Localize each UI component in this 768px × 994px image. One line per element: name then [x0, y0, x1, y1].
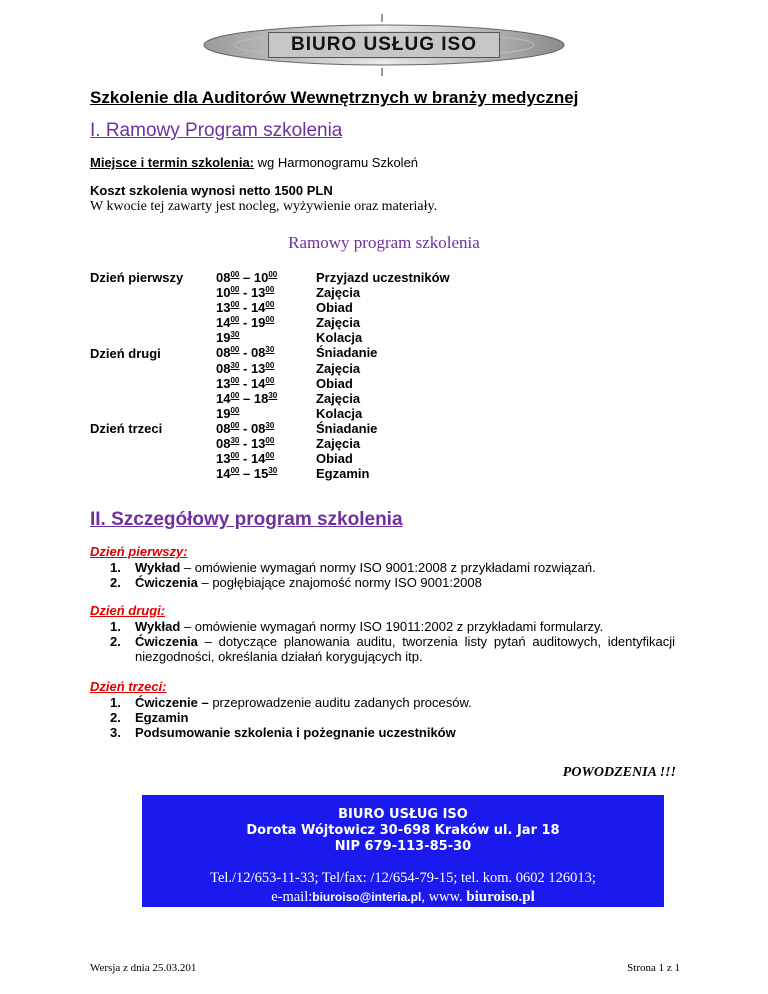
time-separator: - — [239, 300, 251, 316]
item-text: – pogłębiające znajomość normy ISO 9001:2008 — [197, 575, 482, 590]
day2-title: Dzień drugi: — [90, 603, 166, 618]
web-prefix: , www. — [421, 889, 467, 905]
start-hour: 08 — [216, 360, 231, 376]
end-hour: 13 — [250, 436, 266, 452]
start-minute: 00 — [230, 375, 240, 385]
time-separator: – — [239, 390, 254, 406]
day3-item — [110, 695, 675, 710]
schedule-time — [216, 330, 326, 345]
schedule-activity: Obiad — [316, 375, 353, 391]
start-hour: 14 — [216, 315, 231, 331]
day3-title: Dzień trzeci: — [90, 679, 167, 694]
day1-item — [110, 575, 675, 590]
start-hour: 13 — [216, 451, 231, 467]
day3-item — [110, 725, 675, 740]
included-line: W kwocie tej zawarty jest nocleg, wyżywienie oraz materiały. — [90, 199, 438, 214]
schedule-activity: Obiad — [316, 300, 353, 316]
schedule-activity: Śniadanie — [316, 420, 378, 436]
footer-version: Wersja z dnia 25.03.201 — [90, 962, 197, 974]
item-text: – omówienie wymagań normy ISO 9001:2008 z przykładami rozwiązań. — [180, 560, 596, 575]
item-bold: Podsumowanie szkolenia i pożegnanie uczestników — [135, 725, 456, 740]
item-number: 1. — [110, 560, 121, 575]
start-minute: 30 — [230, 436, 240, 446]
start-hour: 08 — [216, 436, 231, 452]
schedule-activity: Zajęcia — [316, 285, 361, 301]
end-hour: 13 — [250, 360, 266, 376]
start-minute: 30 — [230, 360, 240, 370]
schedule-activity: Przyjazd uczestników — [316, 270, 450, 285]
start-minute: 00 — [230, 451, 240, 461]
start-hour: 08 — [216, 270, 231, 285]
schedule-time — [216, 361, 326, 376]
day1-item — [110, 560, 675, 575]
time-separator: - — [239, 360, 251, 376]
day2-item — [110, 634, 675, 664]
start-hour: 08 — [216, 420, 231, 436]
end-minute: 00 — [268, 270, 278, 279]
closing-text: POWODZENIA !!! — [562, 765, 676, 780]
end-minute: 00 — [265, 300, 275, 310]
item-text: przeprowadzenie auditu zadanych procesów. — [208, 695, 472, 710]
section1-title: I. Ramowy Program szkolenia — [90, 120, 343, 141]
item-bold: Wykład — [135, 560, 181, 575]
activity-column — [316, 270, 516, 481]
start-minute: 30 — [230, 330, 240, 340]
start-hour: 13 — [216, 300, 231, 316]
contact-box — [142, 795, 664, 907]
item-number: 2. — [110, 575, 121, 590]
end-hour: 13 — [250, 285, 266, 301]
schedule-activity: Kolacja — [316, 330, 363, 346]
schedule-time — [216, 345, 326, 360]
end-minute: 00 — [265, 285, 275, 295]
contact-online — [142, 888, 664, 907]
start-hour: 19 — [216, 330, 231, 346]
day-label-first: Dzień pierwszy — [90, 270, 184, 285]
day1-title: Dzień pierwszy: — [90, 544, 188, 559]
time-column — [216, 270, 326, 481]
time-separator: - — [239, 420, 251, 436]
time-separator: - — [239, 315, 251, 331]
time-separator: – — [239, 270, 254, 285]
schedule-activity: Zajęcia — [316, 360, 361, 376]
end-hour: 14 — [250, 300, 266, 316]
item-bold: Wykład — [135, 619, 181, 634]
start-hour: 10 — [216, 285, 231, 301]
item-number: 1. — [110, 695, 121, 710]
schedule-time — [216, 391, 326, 406]
start-minute: 00 — [230, 300, 240, 310]
document-title: Szkolenie dla Auditorów Wewnętrznych w branży medycznej — [90, 88, 579, 107]
contact-address: Dorota Wójtowicz 30-698 Kraków ul. Jar 18 — [246, 823, 560, 838]
schedule-time — [216, 406, 326, 421]
logo-text: BIURO USŁUG ISO — [268, 32, 500, 58]
schedule-time — [216, 421, 326, 436]
end-minute: 00 — [265, 436, 275, 446]
end-minute: 00 — [265, 451, 275, 461]
contact-company: BIURO USŁUG ISO — [338, 807, 468, 822]
item-text: – dotyczące planowania auditu, tworzenia listy pytań auditowych, identyfikacji niezgodności, określania działań korygujących itp. — [135, 634, 675, 664]
start-minute: 00 — [230, 315, 240, 325]
start-minute: 00 — [230, 390, 240, 400]
end-minute: 30 — [268, 390, 278, 400]
time-separator: - — [239, 436, 251, 452]
end-hour: 15 — [253, 466, 269, 482]
item-bold: Ćwiczenie – — [135, 695, 209, 710]
schedule-time — [216, 300, 326, 315]
start-minute: 00 — [230, 270, 240, 279]
end-hour: 10 — [253, 270, 269, 285]
start-hour: 14 — [216, 466, 231, 482]
end-minute: 30 — [265, 420, 275, 430]
company-logo — [198, 14, 570, 76]
schedule-activity: Zajęcia — [316, 390, 361, 406]
item-number: 3. — [110, 725, 121, 740]
website-link[interactable]: biuroiso.pl — [466, 889, 535, 905]
start-minute: 00 — [230, 405, 240, 415]
start-hour: 08 — [216, 345, 231, 361]
schedule-time — [216, 285, 326, 300]
start-minute: 00 — [230, 345, 240, 355]
item-bold: Ćwiczenia — [135, 575, 198, 590]
start-minute: 00 — [230, 285, 240, 295]
schedule-time — [216, 270, 326, 285]
place-label: Miejsce i termin szkolenia: — [90, 155, 255, 170]
email-link[interactable]: biuroiso@interia.pl — [312, 890, 422, 904]
time-separator: - — [239, 345, 251, 361]
end-minute: 00 — [265, 375, 275, 385]
end-hour: 19 — [250, 315, 266, 331]
schedule-activity: Kolacja — [316, 405, 363, 421]
section2-title: II. Szczegółowy program szkolenia — [90, 509, 403, 530]
item-number: 2. — [110, 634, 121, 649]
end-minute: 30 — [265, 345, 275, 355]
end-hour: 14 — [250, 375, 266, 391]
day2-item — [110, 619, 675, 634]
schedule-time — [216, 466, 326, 481]
end-minute: 00 — [265, 360, 275, 370]
contact-nip: NIP 679-113-85-30 — [334, 839, 472, 854]
program-heading: Ramowy program szkolenia — [288, 233, 480, 252]
day-label-second: Dzień drugi — [90, 345, 161, 361]
schedule-activity: Egzamin — [316, 466, 370, 482]
start-hour: 19 — [216, 405, 231, 421]
day-label-third: Dzień trzeci — [90, 421, 163, 436]
end-hour: 14 — [250, 451, 266, 467]
start-minute: 00 — [230, 420, 240, 430]
cost-line: Koszt szkolenia wynosi netto 1500 PLN — [90, 183, 333, 198]
time-separator: - — [239, 285, 251, 301]
schedule-time — [216, 315, 326, 330]
item-number: 1. — [110, 619, 121, 634]
schedule-time — [216, 451, 326, 466]
start-hour: 14 — [216, 390, 231, 406]
end-hour: 08 — [250, 420, 266, 436]
place-line — [90, 155, 418, 170]
end-hour: 18 — [253, 390, 269, 406]
email-prefix: e-mail: — [271, 889, 313, 905]
day3-item — [110, 710, 675, 725]
footer-page-number: Strona 1 z 1 — [627, 962, 680, 974]
schedule-activity: Zajęcia — [316, 315, 361, 331]
time-separator: – — [239, 466, 254, 482]
time-separator: - — [239, 451, 251, 467]
end-hour: 08 — [250, 345, 266, 361]
contact-phones: Tel./12/653-11-33; Tel/fax: /12/654-79-15; tel. kom. 0602 126013; — [210, 870, 596, 886]
time-separator: - — [239, 375, 251, 391]
schedule-activity: Śniadanie — [316, 345, 378, 361]
start-minute: 00 — [230, 466, 240, 476]
item-number: 2. — [110, 710, 121, 725]
item-bold: Egzamin — [135, 710, 189, 725]
schedule-time — [216, 376, 326, 391]
end-minute: 30 — [268, 466, 278, 476]
place-value: wg Harmonogramu Szkoleń — [254, 155, 419, 170]
start-hour: 13 — [216, 375, 231, 391]
item-bold: Ćwiczenia — [135, 634, 198, 649]
schedule-activity: Obiad — [316, 451, 353, 467]
schedule-activity: Zajęcia — [316, 436, 361, 452]
end-minute: 00 — [265, 315, 275, 325]
schedule-time — [216, 436, 326, 451]
item-text: – omówienie wymagań normy ISO 19011:2002 z przykładami formularzy. — [180, 619, 604, 634]
